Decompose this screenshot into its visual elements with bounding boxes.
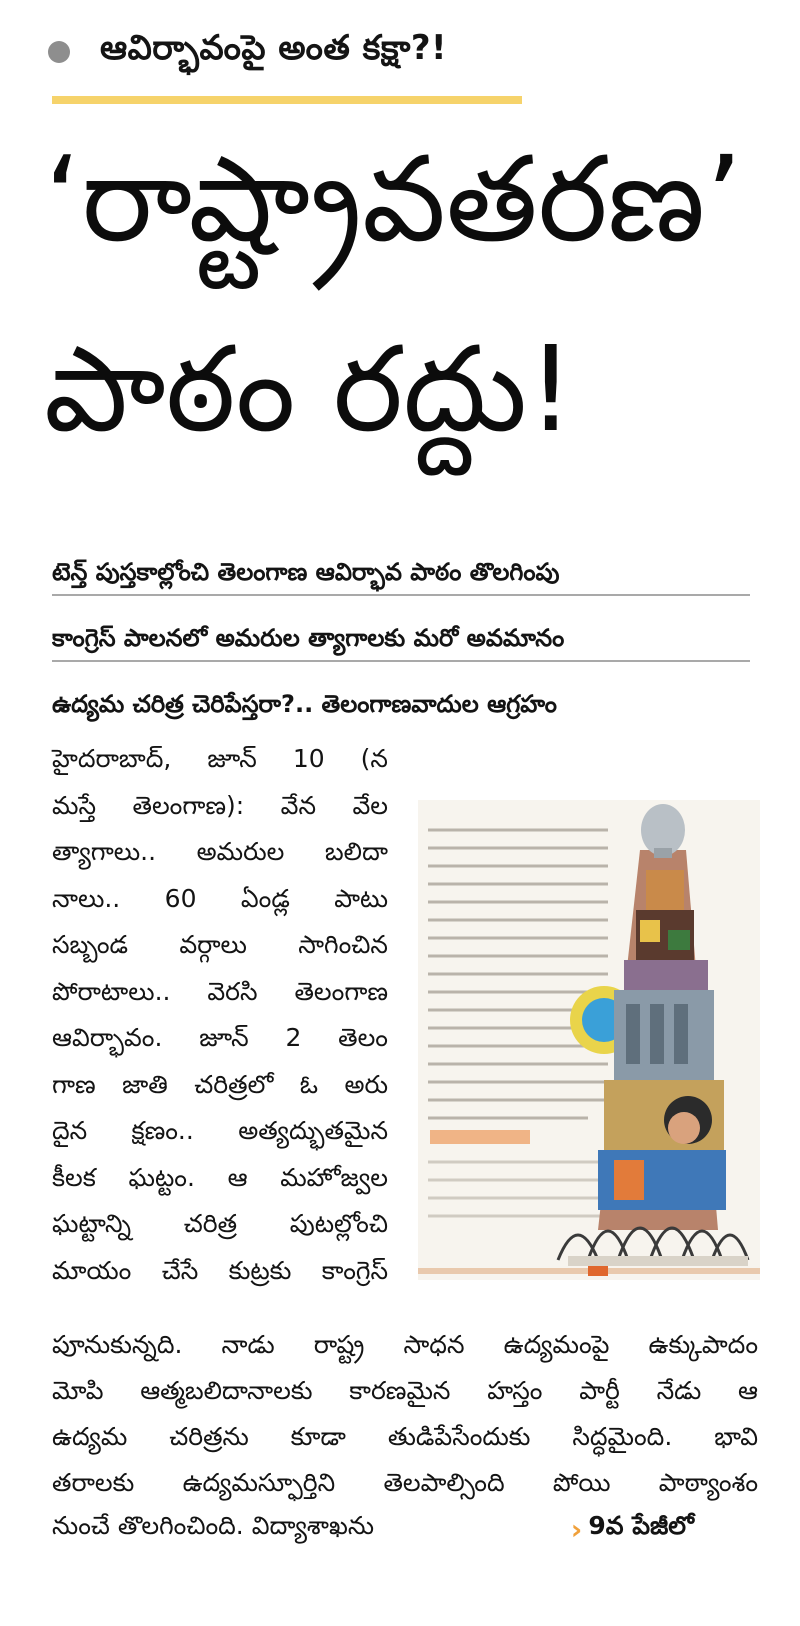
kicker-underline <box>52 96 522 104</box>
body-line: హైదరాబాద్‌, జూన్‌ 10 (న <box>52 744 388 773</box>
kicker <box>48 24 447 80</box>
body-line: మోపి ఆత్మబలిదానాలకు కారణమైన హస్తం పార్టీ నేడు ఆ <box>52 1376 758 1405</box>
headline-line-1: ‘రాష్ట్రావతరణ’ <box>44 130 743 268</box>
kicker-text: ఆవిర్భావంపై అంత కక్షా?! <box>100 28 448 68</box>
continued-page-label: 9వ పేజీలో <box>588 1511 694 1540</box>
body-line: మస్తే తెలంగాణ): వేన వేల <box>52 790 388 820</box>
telangana-martyrs-memorial-collage-icon <box>418 790 760 1290</box>
subheadline-2: కాంగ్రెస్‌ పాలనలో అమరుల త్యాగాలకు మరో అవమానం <box>52 618 750 662</box>
subheadline-1: టెన్త్‌ పుస్తకాల్లోంచి తెలంగాణ ఆవిర్భావ పాఠం తొలగింపు <box>52 552 750 596</box>
body-line: ఆవిర్భావం. జూన్‌ 2 తెలం <box>52 1023 388 1052</box>
body-line: తరాలకు ఉద్యమస్ఫూర్తిని తెలపాల్సింది పోయి పాఠ్యాంశం <box>52 1468 758 1497</box>
body-line: కీలక ఘట్టం. ఆ మహోజ్వల <box>52 1162 388 1192</box>
body-line: పోరాటాలు.. వెరసి తెలంగాణ <box>52 976 388 1006</box>
body-line: ఘట్టాన్ని చరిత్ర పుటల్లోంచి <box>52 1209 388 1238</box>
body-line: దైన క్షణం.. అత్యద్భుతమైన <box>52 1116 388 1145</box>
body-column <box>52 736 388 1294</box>
subheadline-3: ఉద్యమ చరిత్ర చెరిపేస్తరా?.. తెలంగాణవాదుల ఆగ్రహం <box>52 690 557 718</box>
body-line: సబ్బండ వర్గాలు సాగించిన <box>52 930 388 959</box>
body-line: నుంచే తొలగించింది. విద్యాశాఖను <box>52 1511 375 1540</box>
body-line: నాలు.. 60 ఏండ్ల పాటు <box>52 883 388 913</box>
headline-line-2: పాఠం రద్దు! <box>44 320 575 458</box>
body-line: త్యాగాలు.. అమరుల బలిదా <box>52 837 388 866</box>
continued-page-link[interactable] <box>571 1511 694 1547</box>
body-full-width <box>52 1322 758 1552</box>
chevron-right-icon: › <box>570 1512 583 1546</box>
body-last-line <box>52 1506 758 1552</box>
body-line: మాయం చేసే కుట్రకు కాంగ్రెస్‌ <box>52 1255 388 1285</box>
body-line: గాణ జాతి చరిత్రలో ఓ అరు <box>52 1069 388 1099</box>
body-line: పూనుకున్నది. నాడు రాష్ట్ర సాధన ఉద్యమంపై ఉక్కుపాదం <box>52 1330 758 1359</box>
bullet-dot-icon <box>48 41 70 63</box>
body-line: ఉద్యమ చరిత్రను కూడా తుడిపేసేందుకు సిద్ధమైంది. భావి <box>52 1422 758 1451</box>
